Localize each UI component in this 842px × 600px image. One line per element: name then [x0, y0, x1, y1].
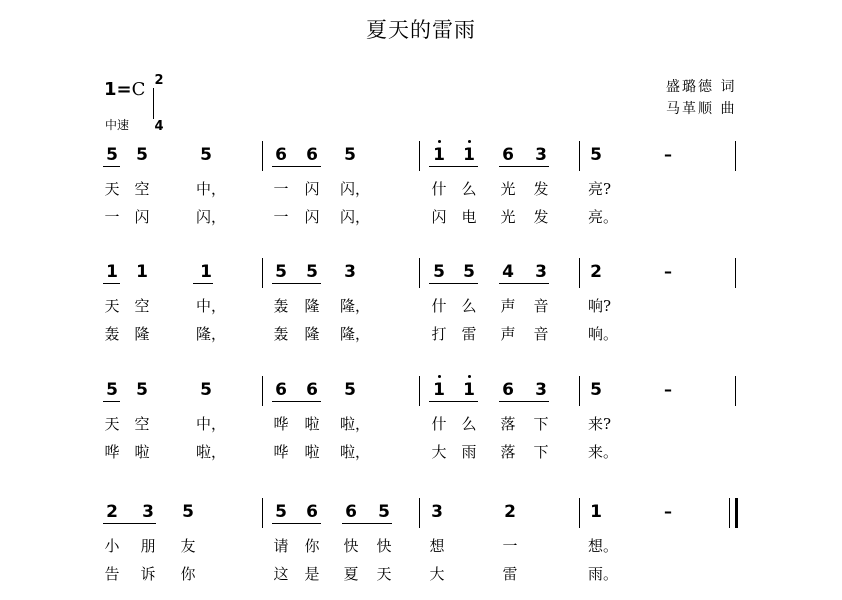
bar-line: [262, 376, 263, 406]
lyric-syllable: 大: [431, 443, 447, 461]
lyric-syllable: 朋: [140, 537, 156, 555]
lyric-syllable: 打: [431, 325, 447, 343]
lyric-syllable: 光: [500, 180, 516, 198]
note-number: 1: [433, 380, 445, 400]
note-number: 1: [136, 262, 148, 282]
note-number: 3: [535, 380, 547, 400]
bar-line: [262, 498, 263, 528]
lyric-syllable: 啦: [134, 443, 150, 461]
lyric-syllable: 夏: [343, 565, 359, 583]
bar-line: [579, 376, 580, 406]
note-number: 6: [306, 145, 318, 165]
lyric-syllable: 亮。: [588, 208, 619, 226]
lyric-syllable: 快: [343, 537, 359, 555]
lyric-syllable: 光: [500, 208, 516, 226]
note-number: 5: [590, 380, 602, 400]
lyric-syllable: 隆: [134, 325, 150, 343]
note-number: 6: [502, 380, 514, 400]
lyric-syllable: 你: [304, 537, 320, 555]
composer-credit: 马革顺 曲: [666, 101, 737, 117]
lyric-syllable: 中，: [196, 297, 227, 315]
lyric-syllable: 雷: [502, 565, 518, 583]
note-number: 1: [463, 145, 475, 165]
lyric-syllable: 啦: [304, 443, 320, 461]
lyric-syllable: 雨。: [588, 565, 619, 583]
note-number: 5: [590, 145, 602, 165]
note-number: 5: [344, 145, 356, 165]
lyric-syllable: 落: [500, 443, 516, 461]
bar-line: [735, 376, 736, 406]
lyric-syllable: 轰: [273, 325, 289, 343]
beam-underline: [103, 283, 120, 284]
note-number: 6: [502, 145, 514, 165]
note-number: 5: [200, 145, 212, 165]
lyric-syllable: 轰: [104, 325, 120, 343]
beam-underline: [103, 401, 120, 402]
note-number: 5: [275, 262, 287, 282]
bar-line: [262, 258, 263, 288]
note-number: 6: [345, 502, 357, 522]
lyric-syllable: 隆，: [340, 325, 371, 343]
bar-line: [262, 141, 263, 171]
bar-line: [729, 498, 730, 528]
lyric-syllable: 一: [502, 537, 518, 555]
note-number: 6: [306, 380, 318, 400]
lyric-syllable: 天: [104, 180, 120, 198]
high-octave-dot: [468, 140, 471, 143]
beam-underline: [499, 283, 549, 284]
note-number: 1: [106, 262, 118, 282]
bar-line: [735, 258, 736, 288]
lyric-syllable: 天: [104, 297, 120, 315]
lyric-syllable: 么: [461, 297, 477, 315]
lyric-syllable: 响?: [588, 297, 612, 315]
lyric-syllable: 什: [431, 297, 447, 315]
lyric-syllable: 雷: [461, 325, 477, 343]
note-number: 5: [344, 380, 356, 400]
note-number: 3: [535, 145, 547, 165]
high-octave-dot: [438, 375, 441, 378]
lyric-syllable: 是: [304, 565, 320, 583]
beam-underline: [272, 523, 321, 524]
lyric-syllable: 音: [533, 297, 549, 315]
beam-underline: [429, 401, 478, 402]
lyric-syllable: 空: [134, 415, 150, 433]
lyric-syllable: 哗: [104, 443, 120, 461]
lyricist-credit: 盛璐德 词: [666, 79, 737, 95]
lyric-syllable: 闪: [134, 208, 150, 226]
lyric-syllable: 请: [273, 537, 289, 555]
note-number: 1: [590, 502, 602, 522]
lyric-syllable: 一: [273, 180, 289, 198]
lyric-syllable: 电: [461, 208, 477, 226]
beam-underline: [193, 283, 213, 284]
beam-underline: [429, 283, 478, 284]
lyric-syllable: 闪: [304, 180, 320, 198]
note-number: 1: [433, 145, 445, 165]
lyric-syllable: 亮?: [588, 180, 612, 198]
bar-line: [419, 376, 420, 406]
high-octave-dot: [438, 140, 441, 143]
lyric-syllable: 闪，: [340, 180, 371, 198]
sustain-dash: –: [664, 380, 672, 399]
lyric-syllable: 音: [533, 325, 549, 343]
bar-line: [419, 498, 420, 528]
tempo-marking: 中速: [105, 118, 130, 132]
note-number: 5: [200, 380, 212, 400]
high-octave-dot: [468, 375, 471, 378]
lyric-syllable: 声: [500, 325, 516, 343]
note-number: 2: [504, 502, 516, 522]
time-signature: 2 4: [154, 73, 164, 134]
lyric-syllable: 来?: [588, 415, 612, 433]
lyric-syllable: 下: [533, 415, 549, 433]
note-number: 5: [463, 262, 475, 282]
lyric-syllable: 隆，: [340, 297, 371, 315]
note-number: 3: [142, 502, 154, 522]
note-number: 3: [535, 262, 547, 282]
note-number: 1: [200, 262, 212, 282]
lyric-syllable: 友: [180, 537, 196, 555]
bar-line: [579, 258, 580, 288]
lyric-syllable: 隆: [304, 325, 320, 343]
final-bar-line: [735, 498, 738, 528]
lyric-syllable: 么: [461, 180, 477, 198]
lyric-syllable: 哗: [273, 415, 289, 433]
lyric-syllable: 闪: [431, 208, 447, 226]
note-number: 6: [275, 145, 287, 165]
beam-underline: [272, 166, 321, 167]
note-number: 6: [275, 380, 287, 400]
bar-line: [579, 498, 580, 528]
note-number: 1: [463, 380, 475, 400]
beam-underline: [499, 401, 549, 402]
beam-underline: [103, 166, 120, 167]
lyric-syllable: 啦，: [340, 415, 371, 433]
note-number: 6: [306, 502, 318, 522]
key-signature: 1=C: [104, 79, 146, 100]
note-number: 5: [106, 145, 118, 165]
beam-underline: [272, 401, 321, 402]
lyric-syllable: 发: [533, 208, 549, 226]
lyric-syllable: 想。: [588, 537, 619, 555]
lyric-syllable: 隆，: [196, 325, 227, 343]
beam-underline: [342, 523, 392, 524]
lyric-syllable: 诉: [140, 565, 156, 583]
lyric-syllable: 声: [500, 297, 516, 315]
note-number: 5: [433, 262, 445, 282]
note-number: 3: [431, 502, 443, 522]
sustain-dash: –: [664, 145, 672, 164]
note-number: 2: [106, 502, 118, 522]
note-number: 2: [590, 262, 602, 282]
lyric-syllable: 什: [431, 415, 447, 433]
beam-underline: [429, 166, 478, 167]
note-number: 5: [136, 380, 148, 400]
lyric-syllable: 什: [431, 180, 447, 198]
bar-line: [419, 258, 420, 288]
lyric-syllable: 闪，: [340, 208, 371, 226]
beam-underline: [103, 523, 156, 524]
note-number: 5: [378, 502, 390, 522]
lyric-syllable: 快: [376, 537, 392, 555]
lyric-syllable: 闪，: [196, 208, 227, 226]
song-title: 夏天的雷雨: [366, 18, 476, 42]
lyric-syllable: 天: [376, 565, 392, 583]
lyric-syllable: 这: [273, 565, 289, 583]
bar-line: [735, 141, 736, 171]
lyric-syllable: 轰: [273, 297, 289, 315]
lyric-syllable: 雨: [461, 443, 477, 461]
lyric-syllable: 来。: [588, 443, 619, 461]
lyric-syllable: 隆: [304, 297, 320, 315]
lyric-syllable: 发: [533, 180, 549, 198]
note-number: 5: [182, 502, 194, 522]
lyric-syllable: 落: [500, 415, 516, 433]
beam-underline: [272, 283, 321, 284]
lyric-syllable: 你: [180, 565, 196, 583]
lyric-syllable: 么: [461, 415, 477, 433]
note-number: 5: [106, 380, 118, 400]
lyric-syllable: 告: [104, 565, 120, 583]
key-letter: C: [131, 79, 146, 100]
lyric-syllable: 一: [273, 208, 289, 226]
lyric-syllable: 啦: [304, 415, 320, 433]
note-number: 5: [275, 502, 287, 522]
lyric-syllable: 下: [533, 443, 549, 461]
note-number: 4: [502, 262, 514, 282]
lyric-syllable: 闪: [304, 208, 320, 226]
note-number: 5: [306, 262, 318, 282]
sustain-dash: –: [664, 262, 672, 281]
beam-underline: [499, 166, 549, 167]
lyric-syllable: 天: [104, 415, 120, 433]
lyric-syllable: 大: [429, 565, 445, 583]
bar-line: [579, 141, 580, 171]
lyric-syllable: 响。: [588, 325, 619, 343]
lyric-syllable: 小: [104, 537, 120, 555]
lyric-syllable: 空: [134, 297, 150, 315]
note-number: 5: [136, 145, 148, 165]
sustain-dash: –: [664, 502, 672, 521]
lyric-syllable: 想: [429, 537, 445, 555]
note-number: 3: [344, 262, 356, 282]
lyric-syllable: 哗: [273, 443, 289, 461]
lyric-syllable: 一: [104, 208, 120, 226]
lyric-syllable: 中，: [196, 415, 227, 433]
lyric-syllable: 中，: [196, 180, 227, 198]
lyric-syllable: 啦，: [340, 443, 371, 461]
lyric-syllable: 空: [134, 180, 150, 198]
lyric-syllable: 啦，: [196, 443, 227, 461]
bar-line: [419, 141, 420, 171]
